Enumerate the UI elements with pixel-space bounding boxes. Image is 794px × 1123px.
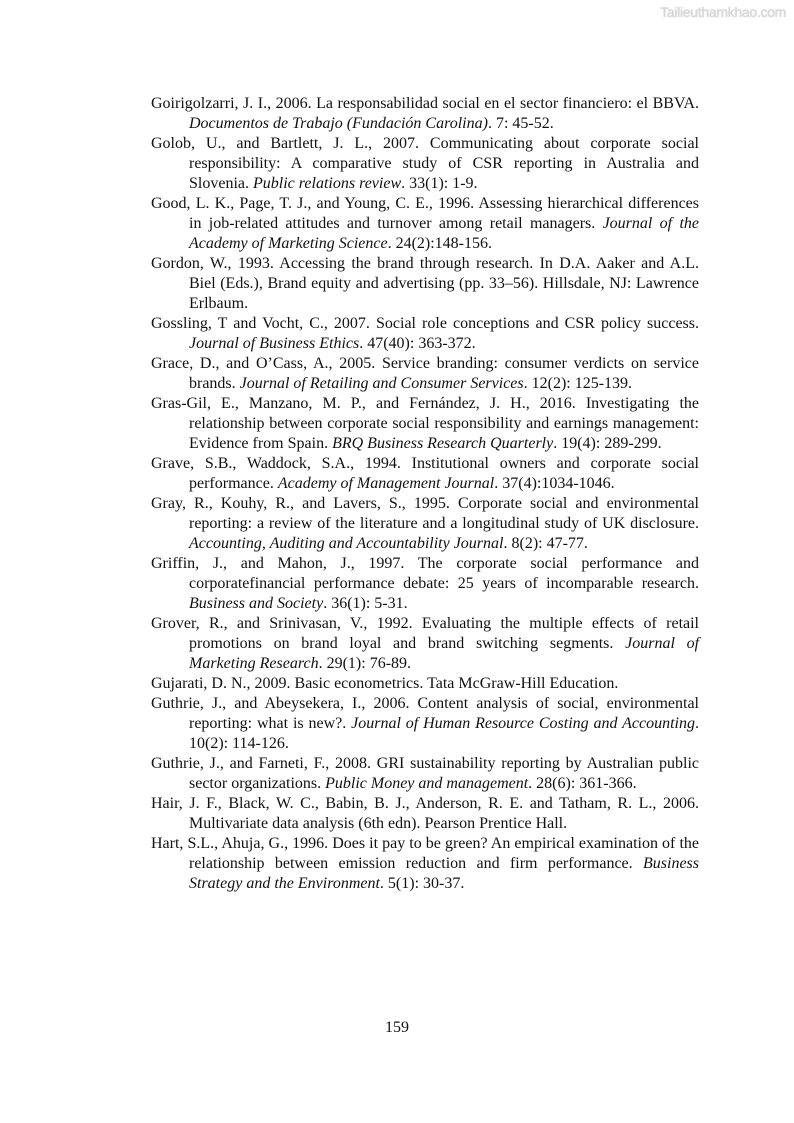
reference-text: Grover, R., and Srinivasan, V., 1992. Evaluating the multiple effects of retail promotions on brand loyal and brand switching segments. bbox=[151, 615, 699, 652]
reference-text: Guthrie, J., and Farneti, F., 2008. GRI sustainability reporting by Australian public sector organizations. bbox=[151, 755, 699, 792]
reference-details: . 47(40): 363-372. bbox=[359, 335, 476, 352]
reference-entry bbox=[151, 454, 699, 494]
reference-entry bbox=[151, 194, 699, 254]
reference-entry bbox=[151, 694, 699, 754]
reference-entry bbox=[151, 394, 699, 454]
reference-text: Gujarati, D. N., 2009. Basic econometrics. Tata McGraw-Hill Education. bbox=[151, 675, 619, 692]
reference-details: . 28(6): 361-366. bbox=[528, 775, 637, 792]
reference-entry bbox=[151, 834, 699, 894]
page-number: 159 bbox=[385, 1019, 409, 1036]
journal-title: Public Money and management bbox=[325, 775, 529, 792]
reference-entry bbox=[151, 494, 699, 554]
reference-text: Gossling, T and Vocht, C., 2007. Social role conceptions and CSR policy success. bbox=[151, 315, 699, 332]
watermark: Tailieuthamkhao.com bbox=[660, 4, 786, 20]
reference-details: . 10(2): 114-126. bbox=[189, 715, 699, 752]
journal-title: Documentos de Trabajo (Fundación Carolina) bbox=[189, 115, 488, 132]
reference-entry bbox=[151, 754, 699, 794]
reference-list bbox=[151, 94, 699, 894]
reference-text: Hart, S.L., Ahuja, G., 1996. Does it pay to be green? An empirical examination of the relationship between emission reduction and firm performance. bbox=[151, 835, 699, 872]
reference-details: . 33(1): 1-9. bbox=[401, 175, 478, 192]
reference-entry bbox=[151, 254, 699, 314]
reference-text: Grave, S.B., Waddock, S.A., 1994. Institutional owners and corporate social performance. bbox=[151, 455, 699, 492]
reference-text: Gras-Gil, E., Manzano, M. P., and Fernández, J. H., 2016. Investigating the relationship between corporate social responsibility and earnings management: Evidence from Spain. bbox=[151, 395, 699, 452]
reference-text: Griffin, J., and Mahon, J., 1997. The corporate social performance and corporatefinancial performance debate: 25 years of incomparable research. bbox=[151, 555, 699, 592]
journal-title: Public relations review bbox=[253, 175, 402, 192]
reference-text: Good, L. K., Page, T. J., and Young, C. E., 1996. Assessing hierarchical differences in job-related attitudes and turnover among retail managers. bbox=[151, 195, 699, 232]
reference-details: . 36(1): 5-31. bbox=[323, 595, 408, 612]
reference-entry bbox=[151, 134, 699, 194]
reference-details: . 7: 45-52. bbox=[487, 115, 554, 132]
journal-title: Academy of Management Journal bbox=[277, 475, 495, 492]
journal-title: Business and Society bbox=[189, 595, 324, 612]
reference-details: . 37(4):1034-1046. bbox=[494, 475, 615, 492]
reference-text: Goirigolzarri, J. I., 2006. La responsabilidad social en el sector financiero: el BBVA. bbox=[151, 95, 699, 112]
reference-details: . 19(4): 289-299. bbox=[553, 435, 662, 452]
reference-details: . 8(2): 47-77. bbox=[503, 535, 588, 552]
reference-details: . 29(1): 76-89. bbox=[318, 655, 412, 672]
journal-title: Journal of Marketing Research bbox=[189, 635, 700, 672]
reference-details: . 5(1): 30-37. bbox=[379, 875, 465, 892]
journal-title: Journal of the Academy of Marketing Science bbox=[189, 215, 699, 252]
reference-details: . 12(2): 125-139. bbox=[523, 375, 633, 392]
journal-title: Business Strategy and the Environment bbox=[189, 855, 699, 892]
reference-entry bbox=[151, 94, 699, 134]
reference-entry bbox=[151, 354, 699, 394]
reference-text: Guthrie, J., and Abeysekera, I., 2006. Content analysis of social, environmental reporting: what is new?. bbox=[151, 695, 699, 732]
reference-text: Gray, R., Kouhy, R., and Lavers, S., 1995. Corporate social and environmental reporting: a review of the literature and a longitudinal study of UK disclosure. bbox=[151, 495, 699, 532]
journal-title: Journal of Human Resource Costing and Accounting bbox=[351, 715, 695, 732]
journal-title: BRQ Business Research Quarterly bbox=[332, 435, 554, 452]
reference-entry bbox=[151, 554, 699, 614]
reference-entry bbox=[151, 614, 699, 674]
reference-text: Gordon, W., 1993. Accessing the brand through research. In D.A. Aaker and A.L. Biel (Eds.), Brand equity and advertising (pp. 33–56). Hillsdale, NJ: Lawrence Erlbaum. bbox=[151, 255, 699, 312]
reference-text: Golob, U., and Bartlett, J. L., 2007. Communicating about corporate social responsibility: A comparative study of CSR reporting in Australia and Slovenia. bbox=[151, 135, 699, 192]
journal-title: Accounting, Auditing and Accountability Journal bbox=[189, 535, 504, 552]
reference-details: . 24(2):148-156. bbox=[387, 235, 493, 252]
reference-text: Grace, D., and O’Cass, A., 2005. Service branding: consumer verdicts on service brands. bbox=[151, 355, 699, 392]
reference-entry bbox=[151, 794, 699, 834]
journal-title: Journal of Retailing and Consumer Services bbox=[239, 375, 524, 392]
reference-entry bbox=[151, 314, 699, 354]
reference-entry bbox=[151, 674, 699, 694]
journal-title: Journal of Business Ethics bbox=[189, 335, 360, 352]
reference-text: Hair, J. F., Black, W. C., Babin, B. J., Anderson, R. E. and Tatham, R. L., 2006. Multivariate data analysis (6th edn). Pearson Prentice Hall. bbox=[151, 795, 699, 832]
